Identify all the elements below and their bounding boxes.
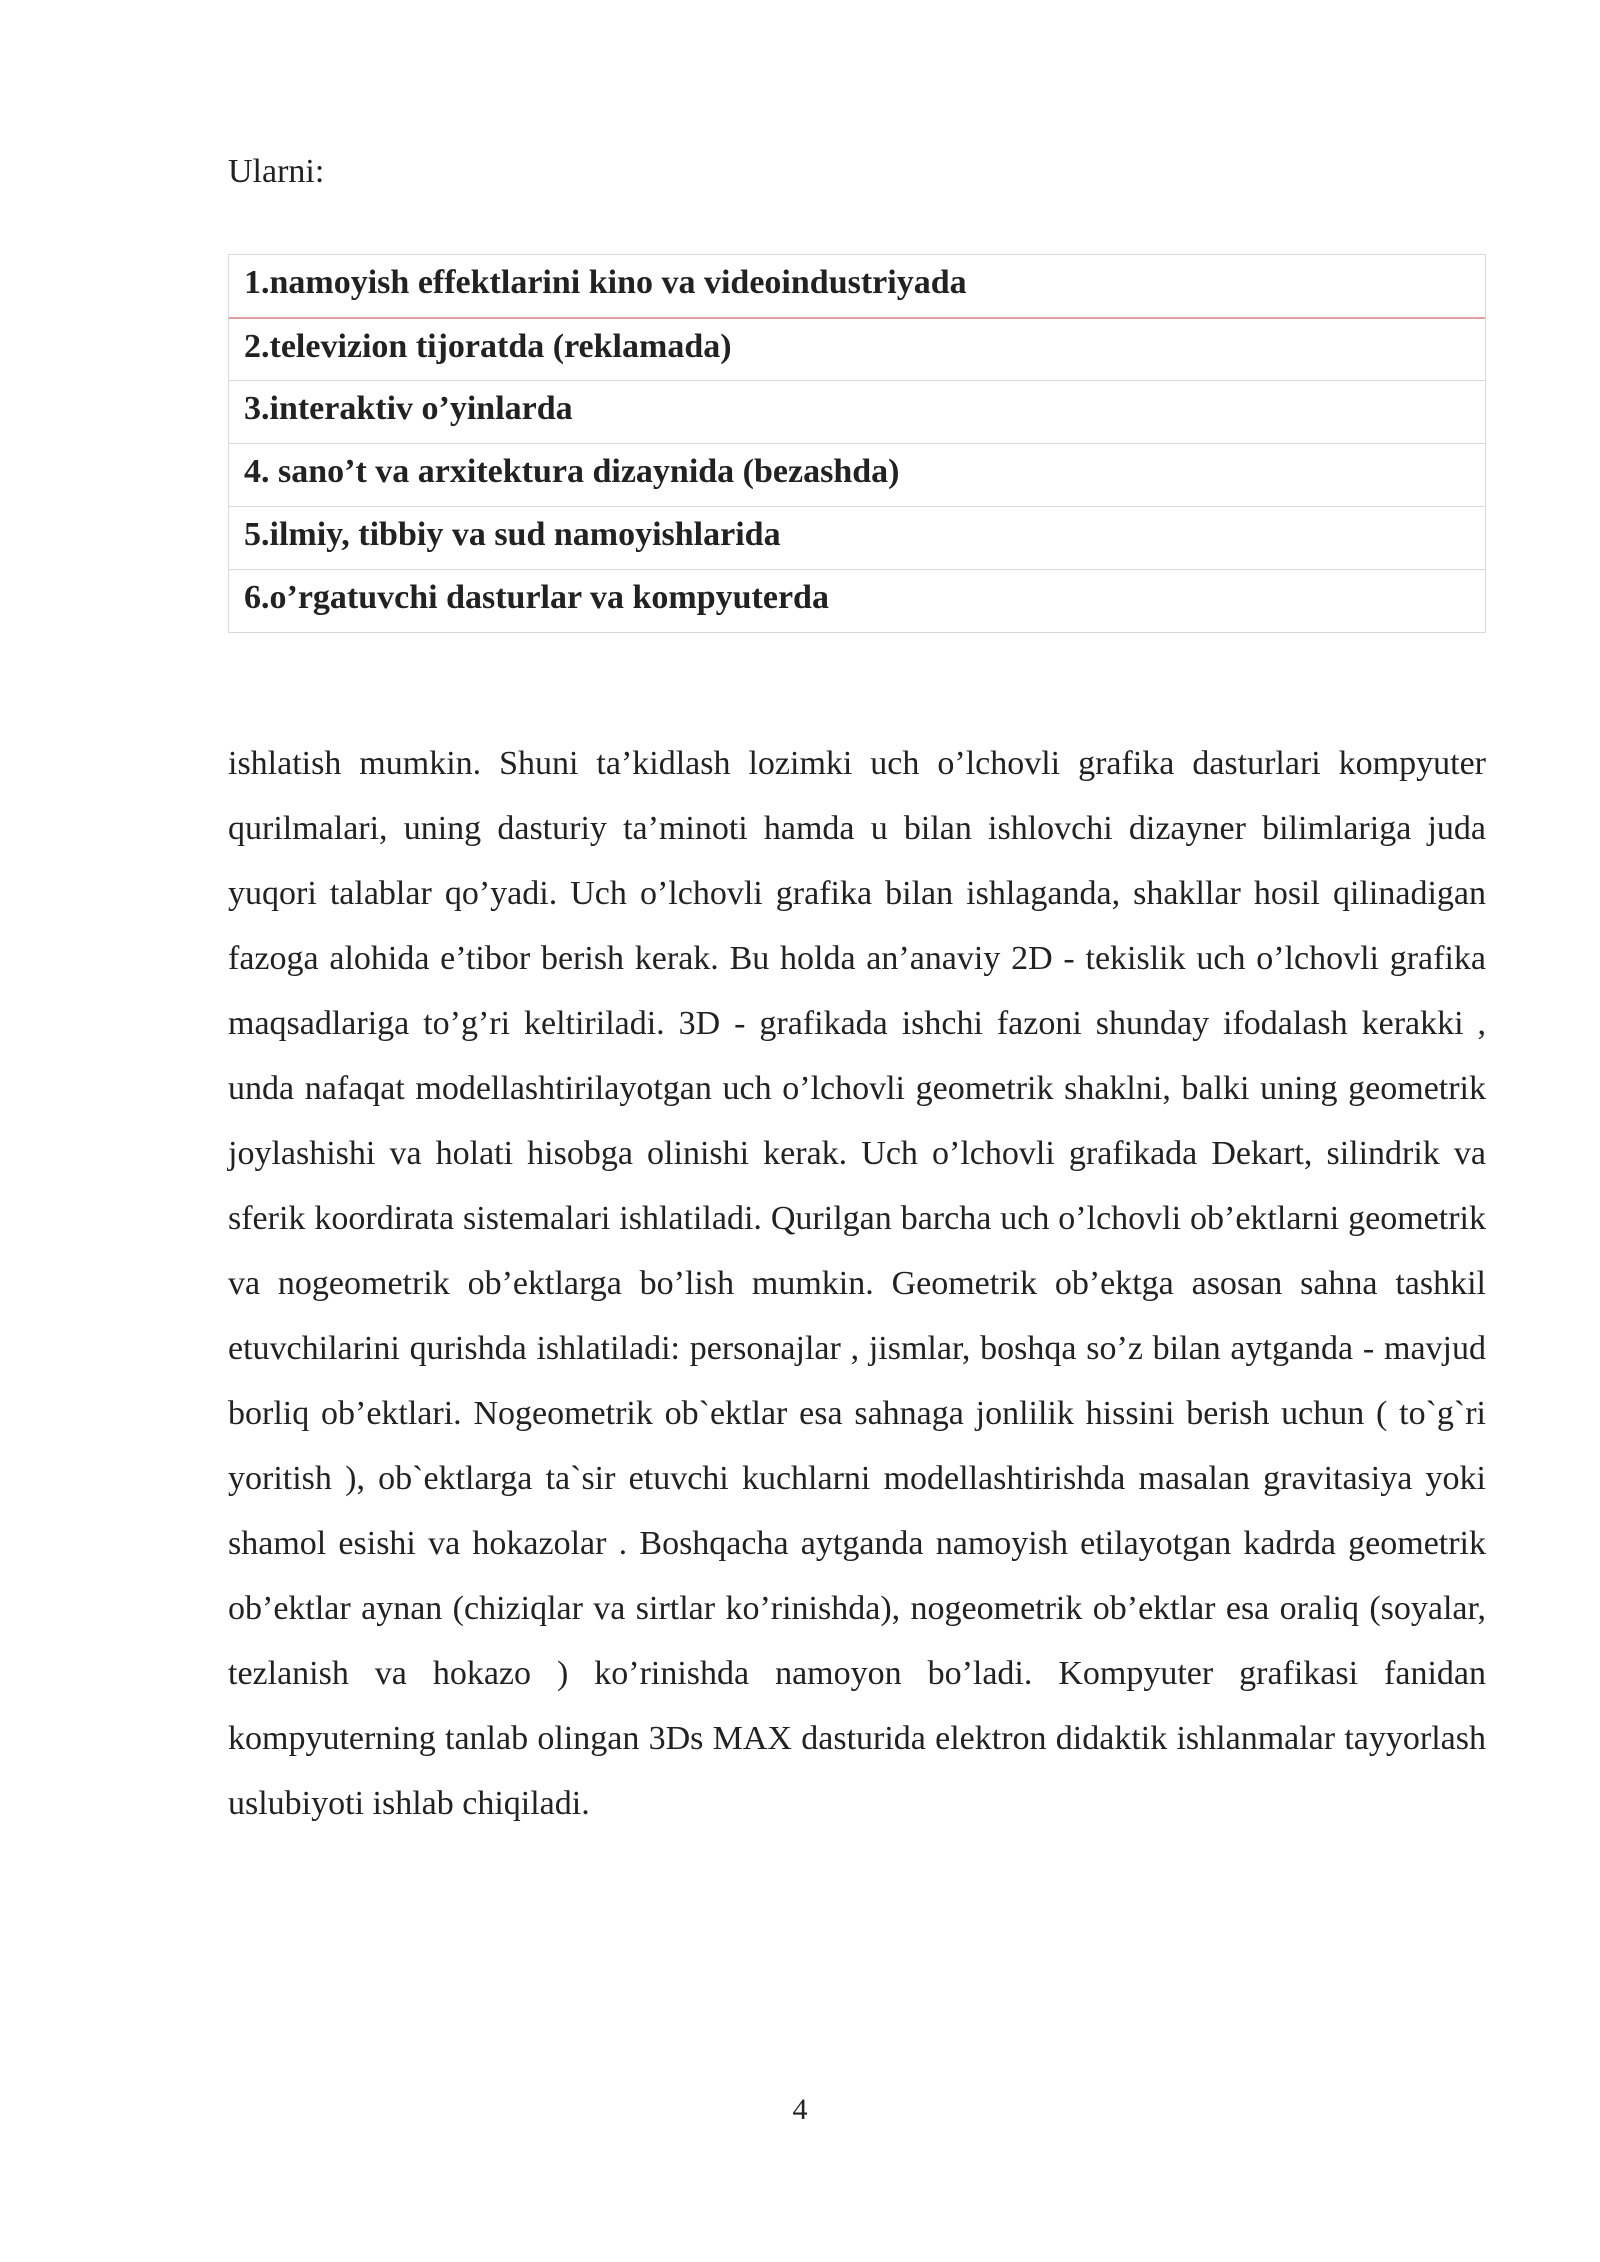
body-paragraph: ishlatish mumkin. Shuni ta’kidlash lozimki uch o’lchovli grafika dasturlari kompyuter qurilmalari, uning dasturiy ta’minoti hamda u bilan ishlovchi dizayner bilimlariga juda yuqori talablar qo’yadi. Uch o’lchovli grafika bilan ishlaganda, shakllar hosil qilinadigan fazoga alohida e’tibor berish kerak. Bu holda an’anaviy 2D - tekislik uch o’lchovli grafika maqsadlariga to’g’ri keltiriladi. 3D - grafikada ishchi fazoni shunday ifodalash kerakki , unda nafaqat modellashtirilayotgan uch o’lchovli geometrik shaklni, balki uning geometrik joylashishi va holati hisobga olinishi kerak. Uch o’lchovli grafikada Dekart, silindrik va sferik koordirata sistemalari ishlatiladi. Qurilgan barcha uch o’lchovli ob’ektlarni geometrik va nogeometrik ob’ektlarga bo’lish mumkin. Geometrik ob’ektga asosan sahna tashkil etuvchilarini qurishda ishlatiladi: personajlar , jismlar, boshqa so’z bilan aytganda - mavjud borliq ob’ektlari. Nogeometrik ob`ektlar esa sahnaga jonlilik hissini berish uchun ( to`g`ri yoritish ), ob`ektlarga ta`sir etuvchi kuchlarni modellashtirishda masalan gravitasiya yoki shamol esishi va hokazolar . Boshqacha aytganda namoyish etilayotgan kadrda geometrik ob’ektlar aynan (chiziqlar va sirtlar ko’rinishda), nogeometrik ob’ektlar esa oraliq (soyalar, tezlanish va hokazo ) ko’rinishda namoyon bo’ladi. Kompyuter grafikasi fanidan kompyuterning tanlab olingan 3Ds MAX dasturida elektron didaktik ishlanmalar tayyorlash uslubiyoti ishlab chiqiladi. [228, 745, 1486, 1822]
usage-list-table [228, 254, 1486, 633]
list-item: 4. sano’t va arxitektura dizaynida (bezashda) [229, 443, 1485, 506]
list-item: 2.televizion tijoratda (reklamada) [229, 317, 1485, 380]
list-item: 3.interaktiv o’yinlarda [229, 380, 1485, 443]
list-item: 5.ilmiy, tibbiy va sud namoyishlarida [229, 506, 1485, 569]
intro-label: Ularni: [228, 153, 325, 190]
list-item: 1.namoyish effektlarini kino va videoindustriyada [244, 264, 967, 301]
list-item: 6.o’rgatuvchi dasturlar va kompyuterda [229, 569, 1485, 632]
page-number: 4 [792, 2093, 808, 2126]
